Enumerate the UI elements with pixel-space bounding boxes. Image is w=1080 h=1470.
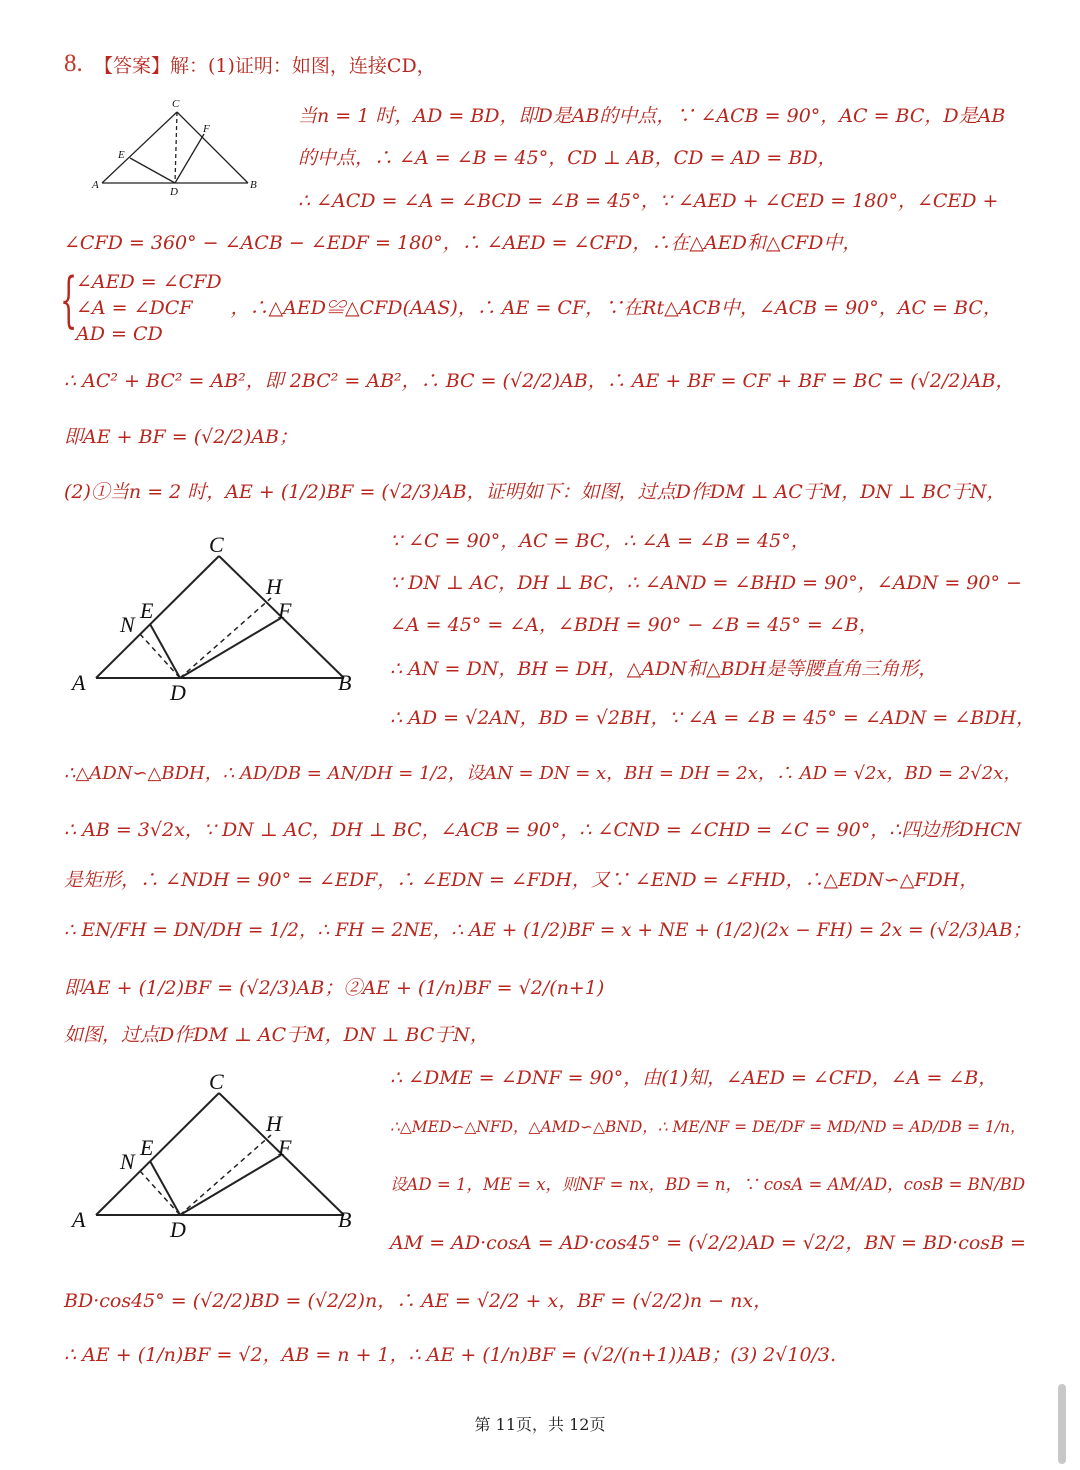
line-3: ∴ ∠ACD = ∠A = ∠BCD = ∠B = 45°，∵ ∠AED + ∠CED = 180°，∠CED + (298, 190, 999, 212)
line-10: (2)①当n = 2 时，AE + (1/2)BF = (√2/3)AB，证明如下：如图，过点D作DM ⊥ AC于M，DN ⊥ BC于N， (64, 481, 1006, 503)
line-7: AD = CD (76, 323, 163, 345)
fig3-label-b: B (338, 1207, 352, 1232)
line-11: ∵ ∠C = 90°，AC = BC，∴ ∠A = ∠B = 45°， (390, 530, 810, 552)
fig1-label-d: D (170, 186, 178, 196)
fig3-label-c: C (209, 1069, 224, 1094)
fig1-label-f: F (203, 123, 210, 135)
fig3-label-a: A (72, 1207, 86, 1232)
line-9: 即AE + BF = (√2/2)AB； (64, 426, 298, 448)
line-14: ∴ AN = DN，BH = DH，△ADN和△BDH是等腰直角三角形， (390, 658, 938, 680)
line-18: 是矩形，∴ ∠NDH = 90° = ∠EDF，∴ ∠EDN = ∠FDH，又∵ ∠END = ∠FHD，∴△EDN∽△FDH， (64, 869, 979, 891)
fig3-label-f: F (278, 1135, 292, 1160)
line-16: ∴△ADN∽△BDH，∴ AD/DB = AN/DH = 1/2，设AN = DN = x，BH = DH = 2x，∴ AD = √2x，BD = 2√2x， (64, 763, 1022, 784)
figure-3-triangle (66, 1065, 366, 1245)
fig2-label-a: A (72, 670, 86, 695)
fig2-label-d: D (170, 680, 186, 705)
line-15: ∴ AD = √2AN，BD = √2BH，∵ ∠A = ∠B = 45° = ∠ADN = ∠BDH， (390, 707, 1036, 729)
line-24: 设AD = 1，ME = x，则NF = nx，BD = n，∵ cosA = AM/AD，cosB = BN/BD (390, 1175, 1026, 1194)
fig1-label-c: C (172, 98, 180, 110)
line-22: ∴ ∠DME = ∠DNF = 90°，由(1)知，∠AED = ∠CFD，∠A = ∠B， (390, 1067, 998, 1089)
line-6: ∠A = ∠DCF ，∴△AED≌△CFD(AAS)，∴ AE = CF，∵在Rt△ACB中，∠ACB = 90°，AC = BC， (76, 297, 1002, 319)
line-12: ∵ DN ⊥ AC，DH ⊥ BC，∴ ∠AND = ∠BHD = 90°，∠ADN = 90° − (390, 572, 1022, 594)
fig1-label-a: A (92, 179, 99, 191)
page-footer: 第 11页，共 12页 (474, 1415, 606, 1434)
fig2-label-c: C (209, 532, 224, 557)
fig3-label-e: E (140, 1135, 154, 1160)
fig3-label-d: D (170, 1217, 186, 1242)
fig2-label-e: E (140, 598, 154, 623)
figure-2-triangle (66, 528, 366, 708)
fig2-label-n: N (120, 612, 135, 637)
line-13: ∠A = 45° = ∠A，∠BDH = 90° − ∠B = 45° = ∠B， (390, 614, 878, 636)
line-0: 【答案】解：(1)证明：如图，连接CD， (94, 55, 436, 77)
line-20: 即AE + (1/2)BF = (√2/3)AB；②AE + (1/n)BF = √2/(n+1) (64, 977, 605, 999)
line-26: BD·cos45° = (√2/2)BD = (√2/2)n，∴ AE = √2/2 + x，BF = (√2/2)n − nx， (64, 1290, 773, 1312)
scrollbar-thumb[interactable] (1058, 1384, 1066, 1464)
system-brace: { (60, 265, 78, 335)
line-4: ∠CFD = 360° − ∠ACB − ∠EDF = 180°，∴ ∠AED = ∠CFD，∴在△AED和△CFD中， (64, 232, 862, 254)
line-23: ∴△MED∽△NFD，△AMD∽△BND，∴ ME/NF = DE/DF = MD/ND = AD/DB = 1/n， (390, 1118, 1026, 1136)
fig2-label-b: B (338, 670, 352, 695)
line-8: ∴ AC² + BC² = AB²，即 2BC² = AB²，∴ BC = (√2/2)AB，∴ AE + BF = CF + BF = BC = (√2/2)AB， (64, 370, 1015, 392)
question-number: 8. (64, 50, 83, 77)
fig2-label-h: H (266, 574, 282, 599)
line-1: 当n = 1 时，AD = BD，即D是AB的中点，∵ ∠ACB = 90°，AC = BC，D是AB (298, 105, 1006, 127)
line-25: AM = AD·cosA = AD·cos45° = (√2/2)AD = √2/2，BN = BD·cosB = (390, 1232, 1026, 1254)
figure-1-triangle (88, 96, 278, 196)
fig3-label-n: N (120, 1149, 135, 1174)
line-21: 如图，过点D作DM ⊥ AC于M，DN ⊥ BC于N， (64, 1024, 489, 1046)
fig1-label-e: E (118, 149, 125, 161)
line-5: ∠AED = ∠CFD (76, 271, 222, 293)
line-19: ∴ EN/FH = DN/DH = 1/2，∴ FH = 2NE，∴ AE + (1/2)BF = x + NE + (1/2)(2x − FH) = 2x = (√2/3)AB； (64, 920, 1031, 941)
fig3-label-h: H (266, 1111, 282, 1136)
fig1-label-b: B (250, 179, 257, 191)
line-27: ∴ AE + (1/n)BF = √2，AB = n + 1，∴ AE + (1/n)BF = (√2/(n+1))AB；(3) 2√10/3. (64, 1344, 837, 1366)
line-17: ∴ AB = 3√2x，∵ DN ⊥ AC，DH ⊥ BC，∠ACB = 90°，∴ ∠CND = ∠CHD = ∠C = 90°，∴四边形DHCN (64, 819, 1022, 841)
fig2-label-f: F (278, 598, 292, 623)
line-2: 的中点，∴ ∠A = ∠B = 45°，CD ⊥ AB，CD = AD = BD， (298, 147, 837, 169)
